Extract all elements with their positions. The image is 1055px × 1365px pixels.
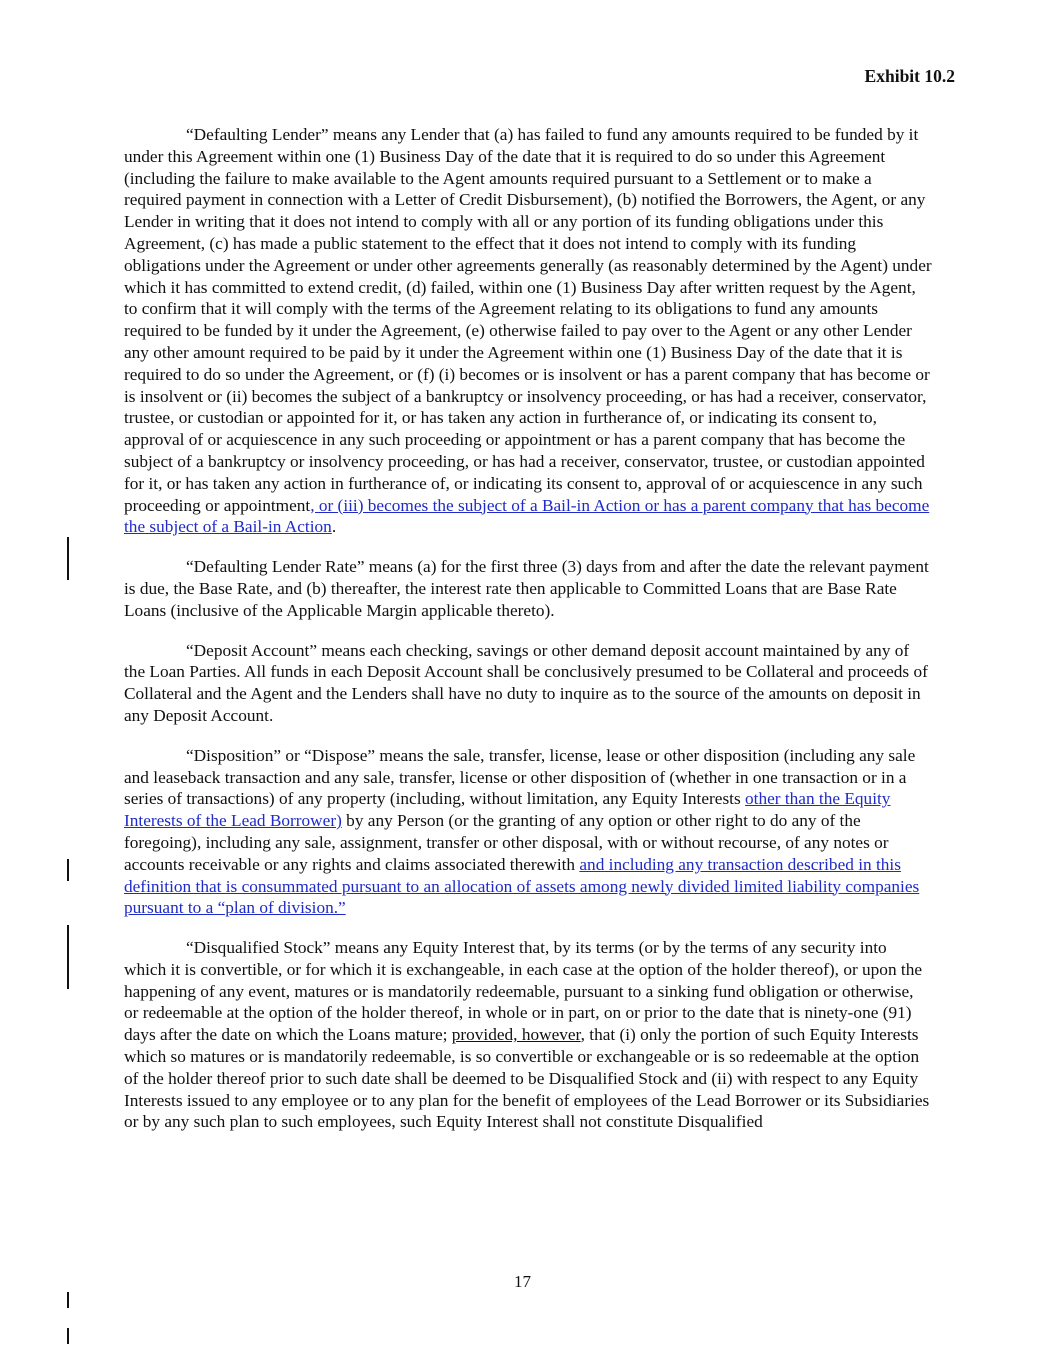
change-bar — [67, 1292, 69, 1308]
inserted-text: other than the Equity Interests of the Lead Borrower) — [124, 789, 891, 831]
inserted-text: and including any transaction described in this definition that is consummated pursuant to an allocation of assets among newly divided limited liability companies pursuant to a “plan of division.” — [124, 854, 920, 918]
change-bar — [67, 859, 69, 881]
document-body — [124, 124, 932, 1151]
definition-paragraph-disqualified-stock — [124, 937, 932, 1133]
inserted-text: , or (iii) becomes the subject of a Bail-in Action or has a parent company that has become the subject of a Bail-in Action — [124, 495, 930, 537]
underlined-text: provided, however — [451, 1025, 581, 1045]
change-bar — [67, 537, 69, 580]
paragraph-text: “Deposit Account” means each checking, savings or other demand deposit account maintained by any of the Loan Parties. All funds in each Deposit Account shall be conclusively presumed to be Collateral and proceeds of Collateral and the Agent and the Lenders shall have no duty to inquire as to the source of the amounts on deposit in any Deposit Account. — [124, 640, 928, 725]
paragraph-text: “Defaulting Lender Rate” means (a) for the first three (3) days from and after the date the relevant payment is due, the Base Rate, and (b) thereafter, the interest rate then applicable to Committed Loans that are Base Rate Loans (inclusive of the Applicable Margin applicable thereto). — [124, 557, 929, 620]
paragraph-text: “Defaulting Lender” means any Lender that (a) has failed to fund any amounts required to be funded by it under this Agreement within one (1) Business Day of the date that it is required to do so under this Agreement (including the failure to make available to the Agent amounts required pursuant to a Settlement or to make a required payment in connection with a Letter of Credit Disbursement), (b) notified the Borrowers, the Agent, or any Lender in writing that it does not intend to comply with all or any portion of its funding obligations under this Agreement, (c) has made a public statement to the effect that it does not intend to comply with its funding obligations under the Agreement or under other agreements generally (as reasonably determined by the Agent) under which it has committed to extend credit, (d) failed, within one (1) Business Day after written request by the Agent, to confirm that it will comply with the terms of the Agreement relating to its obligations to fund any amounts required to be funded by it under the Agreement, (e) otherwise failed to pay over to the Agent or any other Lender any other amount required to be paid by it under the Agreement within one (1) Business Day of the date that it is required to do so under the Agreement, or (f) (i) becomes or is insolvent or has a parent company that has become or is insolvent or (ii) becomes the subject of a bankruptcy or insolvency proceeding, or has had a receiver, conservator, trustee, or custodian or appointed for it, or has taken any action in furtherance of, or indicating its consent to, approval of or acquiescence in any such proceeding or appointment or has a parent company that has become the subject of a bankruptcy or insolvency proceeding, or has had a receiver, conservator, trustee, or custodian appointed for it, or has taken any action in furtherance of, or indicating its consent to, approval of or acquiescence in any such proceeding or appointment — [124, 125, 932, 515]
paragraph-text: “Disqualified Stock” means any Equity Interest that, by its terms (or by the terms of any security into which it is convertible, or for which it is exchangeable, in each case at the option of the holder thereof), or upon the happening of any event, matures or is mandatorily redeemable, pursuant to a sinking fund obligation or otherwise, or redeemable at the option of the holder thereof, in whole or in part, on or prior to the date that is ninety-one (91) days after the date on which the Loans mature; — [124, 938, 923, 1045]
paragraph-text: “Disposition” or “Dispose” means the sale, transfer, license, lease or other disposition (including any sale and leaseback transaction and any sale, transfer, license or other disposition of (whether in one transaction or in a series of transactions) of any property (including, without limitation, any Equity Interests — [124, 745, 916, 809]
page-number: 17 — [514, 1272, 531, 1291]
definition-paragraph-deposit-account — [124, 640, 932, 727]
change-bar — [67, 1328, 69, 1344]
definition-paragraph-disposition — [124, 745, 932, 919]
paragraph-text: , that (i) only the portion of such Equity Interests which so matures or is mandatorily redeemable, is so convertible or exchangeable or is so redeemable at the option of the holder thereof prior to such date shall be deemed to be Disqualified Stock and (ii) with respect to any Equity Interests issued to any employee or to any plan for the benefit of employees of the Lead Borrower or its Subsidiaries or by any such plan to such employees, such Equity Interest shall not constitute Disqualified — [124, 1025, 930, 1132]
change-bar — [67, 925, 69, 989]
paragraph-text: . — [331, 517, 337, 537]
exhibit-label: Exhibit 10.2 — [864, 66, 955, 86]
definition-paragraph-defaulting-lender-rate — [124, 556, 932, 621]
definition-paragraph-defaulting-lender — [124, 124, 932, 538]
paragraph-text: by any Person (or the granting of any option or other right to do any of the foregoing), including any sale, assignment, transfer or other disposal, with or without recourse, of any notes or accounts receivable or any rights and claims associated therewith — [124, 811, 889, 874]
